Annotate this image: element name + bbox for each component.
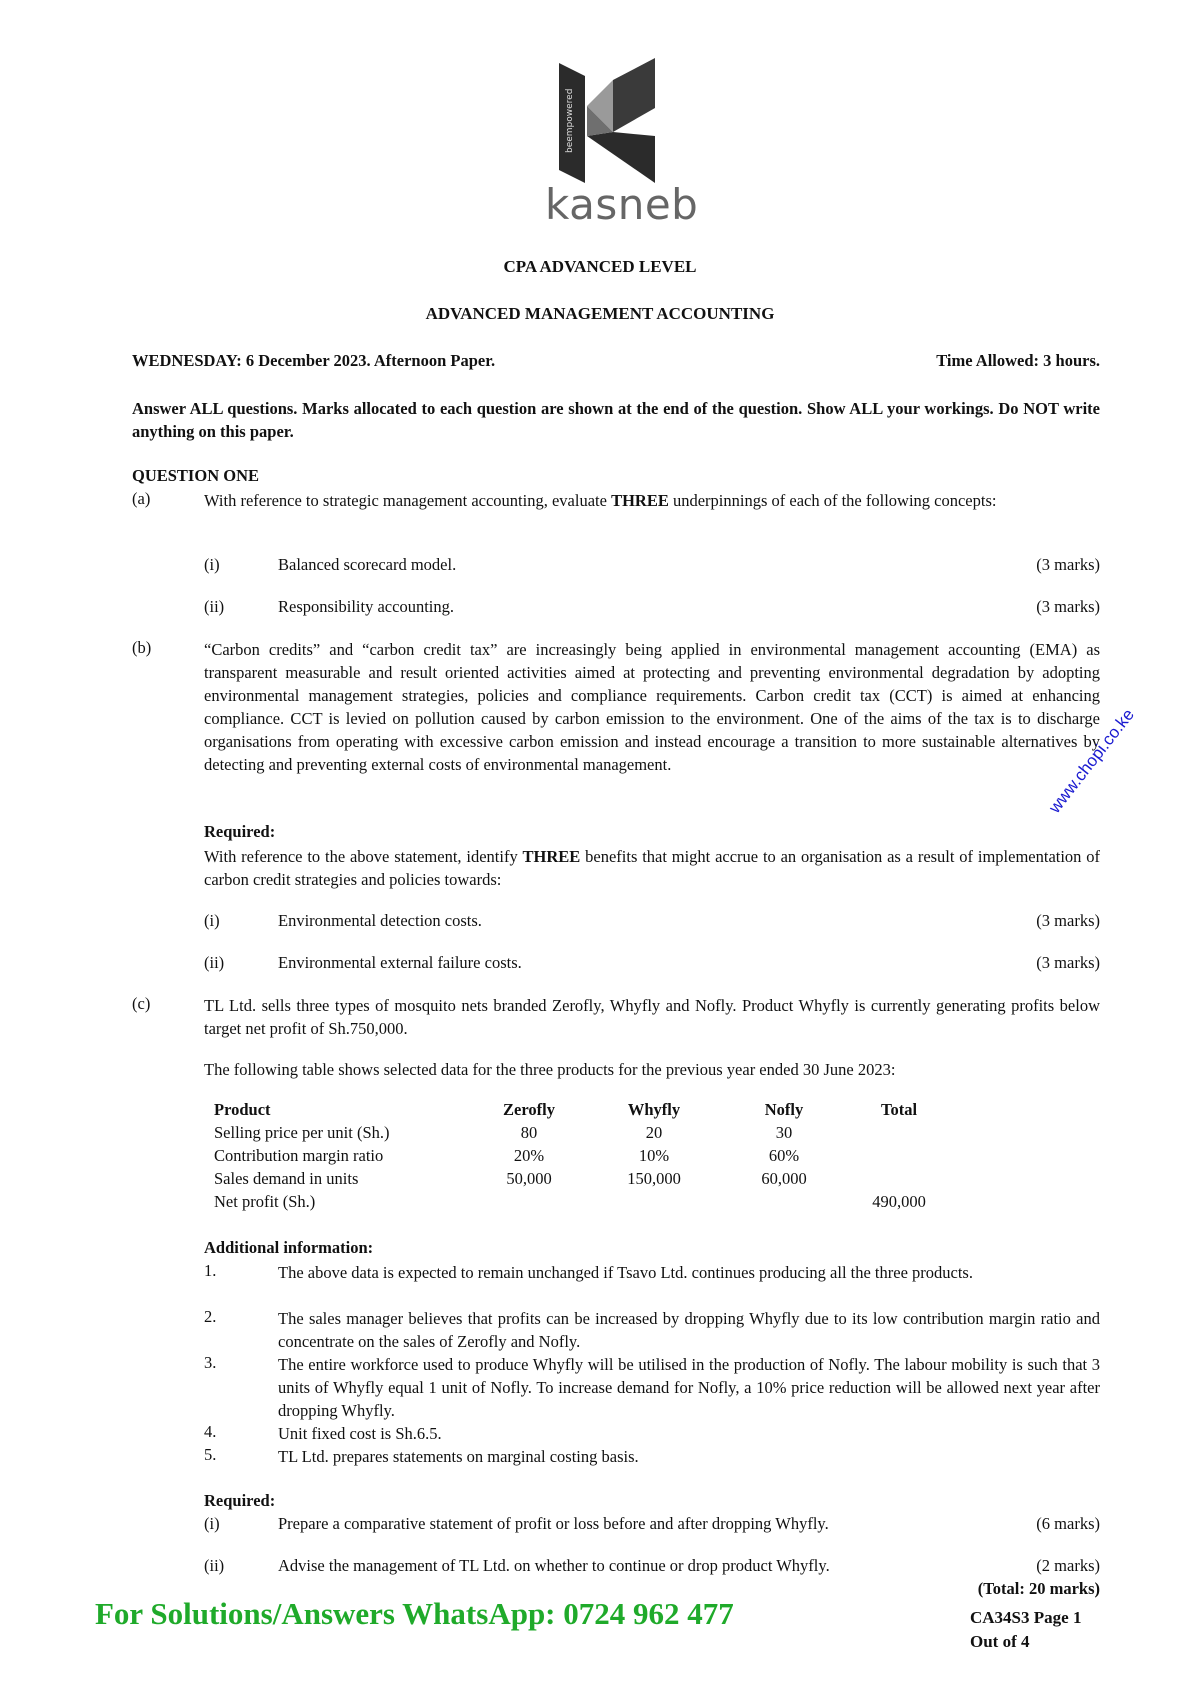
table-cell: 150,000 <box>627 1168 681 1188</box>
list-number: 4. <box>204 1422 217 1441</box>
list-number: 2. <box>204 1307 217 1326</box>
question-b-required-label: Required: <box>204 822 276 841</box>
table-cell <box>474 1190 584 1213</box>
table-row <box>214 1190 954 1213</box>
question-c-label: (c) <box>132 994 151 1013</box>
required-text-after: benefits that might accrue to an organisation as a result of implementation of carbon credit strategies and policies towards: <box>204 847 1101 889</box>
list-text: Unit fixed cost is Sh.6.5. <box>278 1424 442 1443</box>
table-header: Total <box>880 1099 918 1119</box>
table-header-row <box>214 1098 954 1121</box>
required-text-before: With reference to the above statement, identify <box>204 847 523 866</box>
table-header: Product <box>214 1099 271 1119</box>
page-number <box>970 1606 1081 1654</box>
table-row <box>214 1167 954 1190</box>
required-text-bold: THREE <box>522 847 581 866</box>
product-data-table <box>214 1098 954 1213</box>
table-cell <box>584 1190 724 1213</box>
item-label: (i) <box>204 1514 220 1533</box>
item-text: Environmental detection costs. <box>278 911 482 930</box>
question-b-text: “Carbon credits” and “carbon credit tax” are increasingly being applied in environmental management accounting (EMA) as transparent measurable and result oriented activities aimed at protecting and preventing environmental degradation by adopting environmental management strategies, policies and compliance requirements. Carbon credit tax (CCT) is aimed at enhancing compliance. CCT is levied on pollution caused by carbon emission to the environment. One of the aims of the tax is to discharge organisations from operating with excessive carbon emission and instead encourage a transition to more sustainable alternatives by detecting and preventing external costs of environmental management. <box>204 640 1100 774</box>
item-label: (i) <box>204 911 220 930</box>
item-text: Balanced scorecard model. <box>278 555 457 574</box>
item-label: (i) <box>204 555 220 574</box>
total-marks: (Total: 20 marks) <box>977 1579 1100 1598</box>
instructions: Answer ALL questions. Marks allocated to each question are shown at the end of the question. Show ALL your workings. Do NOT write anything on this paper. <box>132 399 1100 441</box>
question-c-text: TL Ltd. sells three types of mosquito nets branded Zerofly, Whyfly and Nofly. Product Whyfly is currently generating profits below target net profit of Sh.750,000. <box>204 996 1100 1038</box>
question-a-text-after: underpinnings of each of the following concepts: <box>668 491 997 510</box>
question-b-required-text <box>204 845 1100 891</box>
item-text: Responsibility accounting. <box>278 597 454 616</box>
item-marks: (3 marks) <box>1036 953 1100 972</box>
table-intro: The following table shows selected data for the three products for the previous year ended 30 June 2023: <box>204 1060 896 1079</box>
item-label: (ii) <box>204 597 225 616</box>
question-c-required-label: Required: <box>204 1491 276 1510</box>
table-cell: 490,000 <box>872 1191 926 1211</box>
item-text: Environmental external failure costs. <box>278 953 522 972</box>
question-a-text-bold: THREE <box>611 491 669 510</box>
list-number: 1. <box>204 1261 217 1280</box>
question-b-label: (b) <box>132 638 152 657</box>
question-a-label: (a) <box>132 489 151 508</box>
table-header: Nofly <box>764 1099 804 1119</box>
list-text: TL Ltd. prepares statements on marginal costing basis. <box>278 1447 639 1466</box>
kasneb-logo <box>545 58 699 238</box>
table-cell <box>844 1167 954 1190</box>
page-code: CA34S3 Page 1 <box>970 1608 1082 1627</box>
table-cell: 60,000 <box>761 1168 807 1188</box>
question-a-text <box>204 489 1100 512</box>
website-watermark: www.chopi.co.ke <box>1045 705 1138 817</box>
table-cell: 20% <box>513 1145 545 1165</box>
logo-brand-text: kasneb <box>545 180 699 229</box>
item-text: Prepare a comparative statement of profit or loss before and after dropping Whyfly. <box>278 1514 829 1533</box>
exam-subject: ADVANCED MANAGEMENT ACCOUNTING <box>425 304 775 323</box>
table-header: Whyfly <box>627 1099 681 1119</box>
question-a-text-before: With reference to strategic management accounting, evaluate <box>204 491 612 510</box>
list-number: 3. <box>204 1353 217 1372</box>
table-cell: Contribution margin ratio <box>214 1145 384 1165</box>
table-cell: 30 <box>775 1122 793 1142</box>
item-marks: (6 marks) <box>1036 1514 1100 1533</box>
table-row <box>214 1144 954 1167</box>
item-label: (ii) <box>204 1556 225 1575</box>
list-text: The entire workforce used to produce Whyfly will be utilised in the production of Nofly. The labour mobility is such that 3 units of Whyfly equal 1 unit of Nofly. To increase demand for Nofly, a 10% price reduction will be allowed next year after dropping Whyfly. <box>278 1355 1100 1420</box>
table-cell: 10% <box>638 1145 670 1165</box>
table-row <box>214 1121 954 1144</box>
table-cell: Selling price per unit (Sh.) <box>214 1122 390 1142</box>
table-cell <box>724 1190 844 1213</box>
table-cell: 20 <box>645 1122 663 1142</box>
item-label: (ii) <box>204 953 225 972</box>
table-header: Zerofly <box>503 1099 555 1119</box>
exam-level: CPA ADVANCED LEVEL <box>503 257 697 276</box>
page-of: Out of 4 <box>970 1632 1030 1651</box>
table-cell: 80 <box>520 1122 538 1142</box>
table-cell: 60% <box>768 1145 800 1165</box>
date-line: WEDNESDAY: 6 December 2023. Afternoon Paper. <box>132 351 496 370</box>
table-cell: Sales demand in units <box>214 1168 359 1188</box>
list-text: The sales manager believes that profits can be increased by dropping Whyfly due to its low contribution margin ratio and concentrate on the sales of Zerofly and Nofly. <box>278 1309 1100 1351</box>
item-marks: (2 marks) <box>1036 1556 1100 1575</box>
table-cell <box>844 1144 954 1167</box>
table-cell <box>844 1121 954 1144</box>
item-text: Advise the management of TL Ltd. on whether to continue or drop product Whyfly. <box>278 1556 830 1575</box>
question-title: QUESTION ONE <box>132 466 259 485</box>
item-marks: (3 marks) <box>1036 555 1100 574</box>
list-number: 5. <box>204 1445 217 1464</box>
additional-info-label: Additional information: <box>204 1238 374 1257</box>
table-cell: Net profit (Sh.) <box>214 1191 316 1211</box>
kasneb-logo-mark <box>557 58 667 188</box>
table-cell: 50,000 <box>506 1168 552 1188</box>
list-text: The above data is expected to remain unchanged if Tsavo Ltd. continues producing all the three products. <box>278 1263 973 1282</box>
item-marks: (3 marks) <box>1036 911 1100 930</box>
item-marks: (3 marks) <box>1036 597 1100 616</box>
logo-tagline: beempowered <box>565 88 575 153</box>
time-allowed: Time Allowed: 3 hours. <box>936 351 1100 370</box>
whatsapp-footer: For Solutions/Answers WhatsApp: 0724 962 477 <box>95 1596 734 1631</box>
